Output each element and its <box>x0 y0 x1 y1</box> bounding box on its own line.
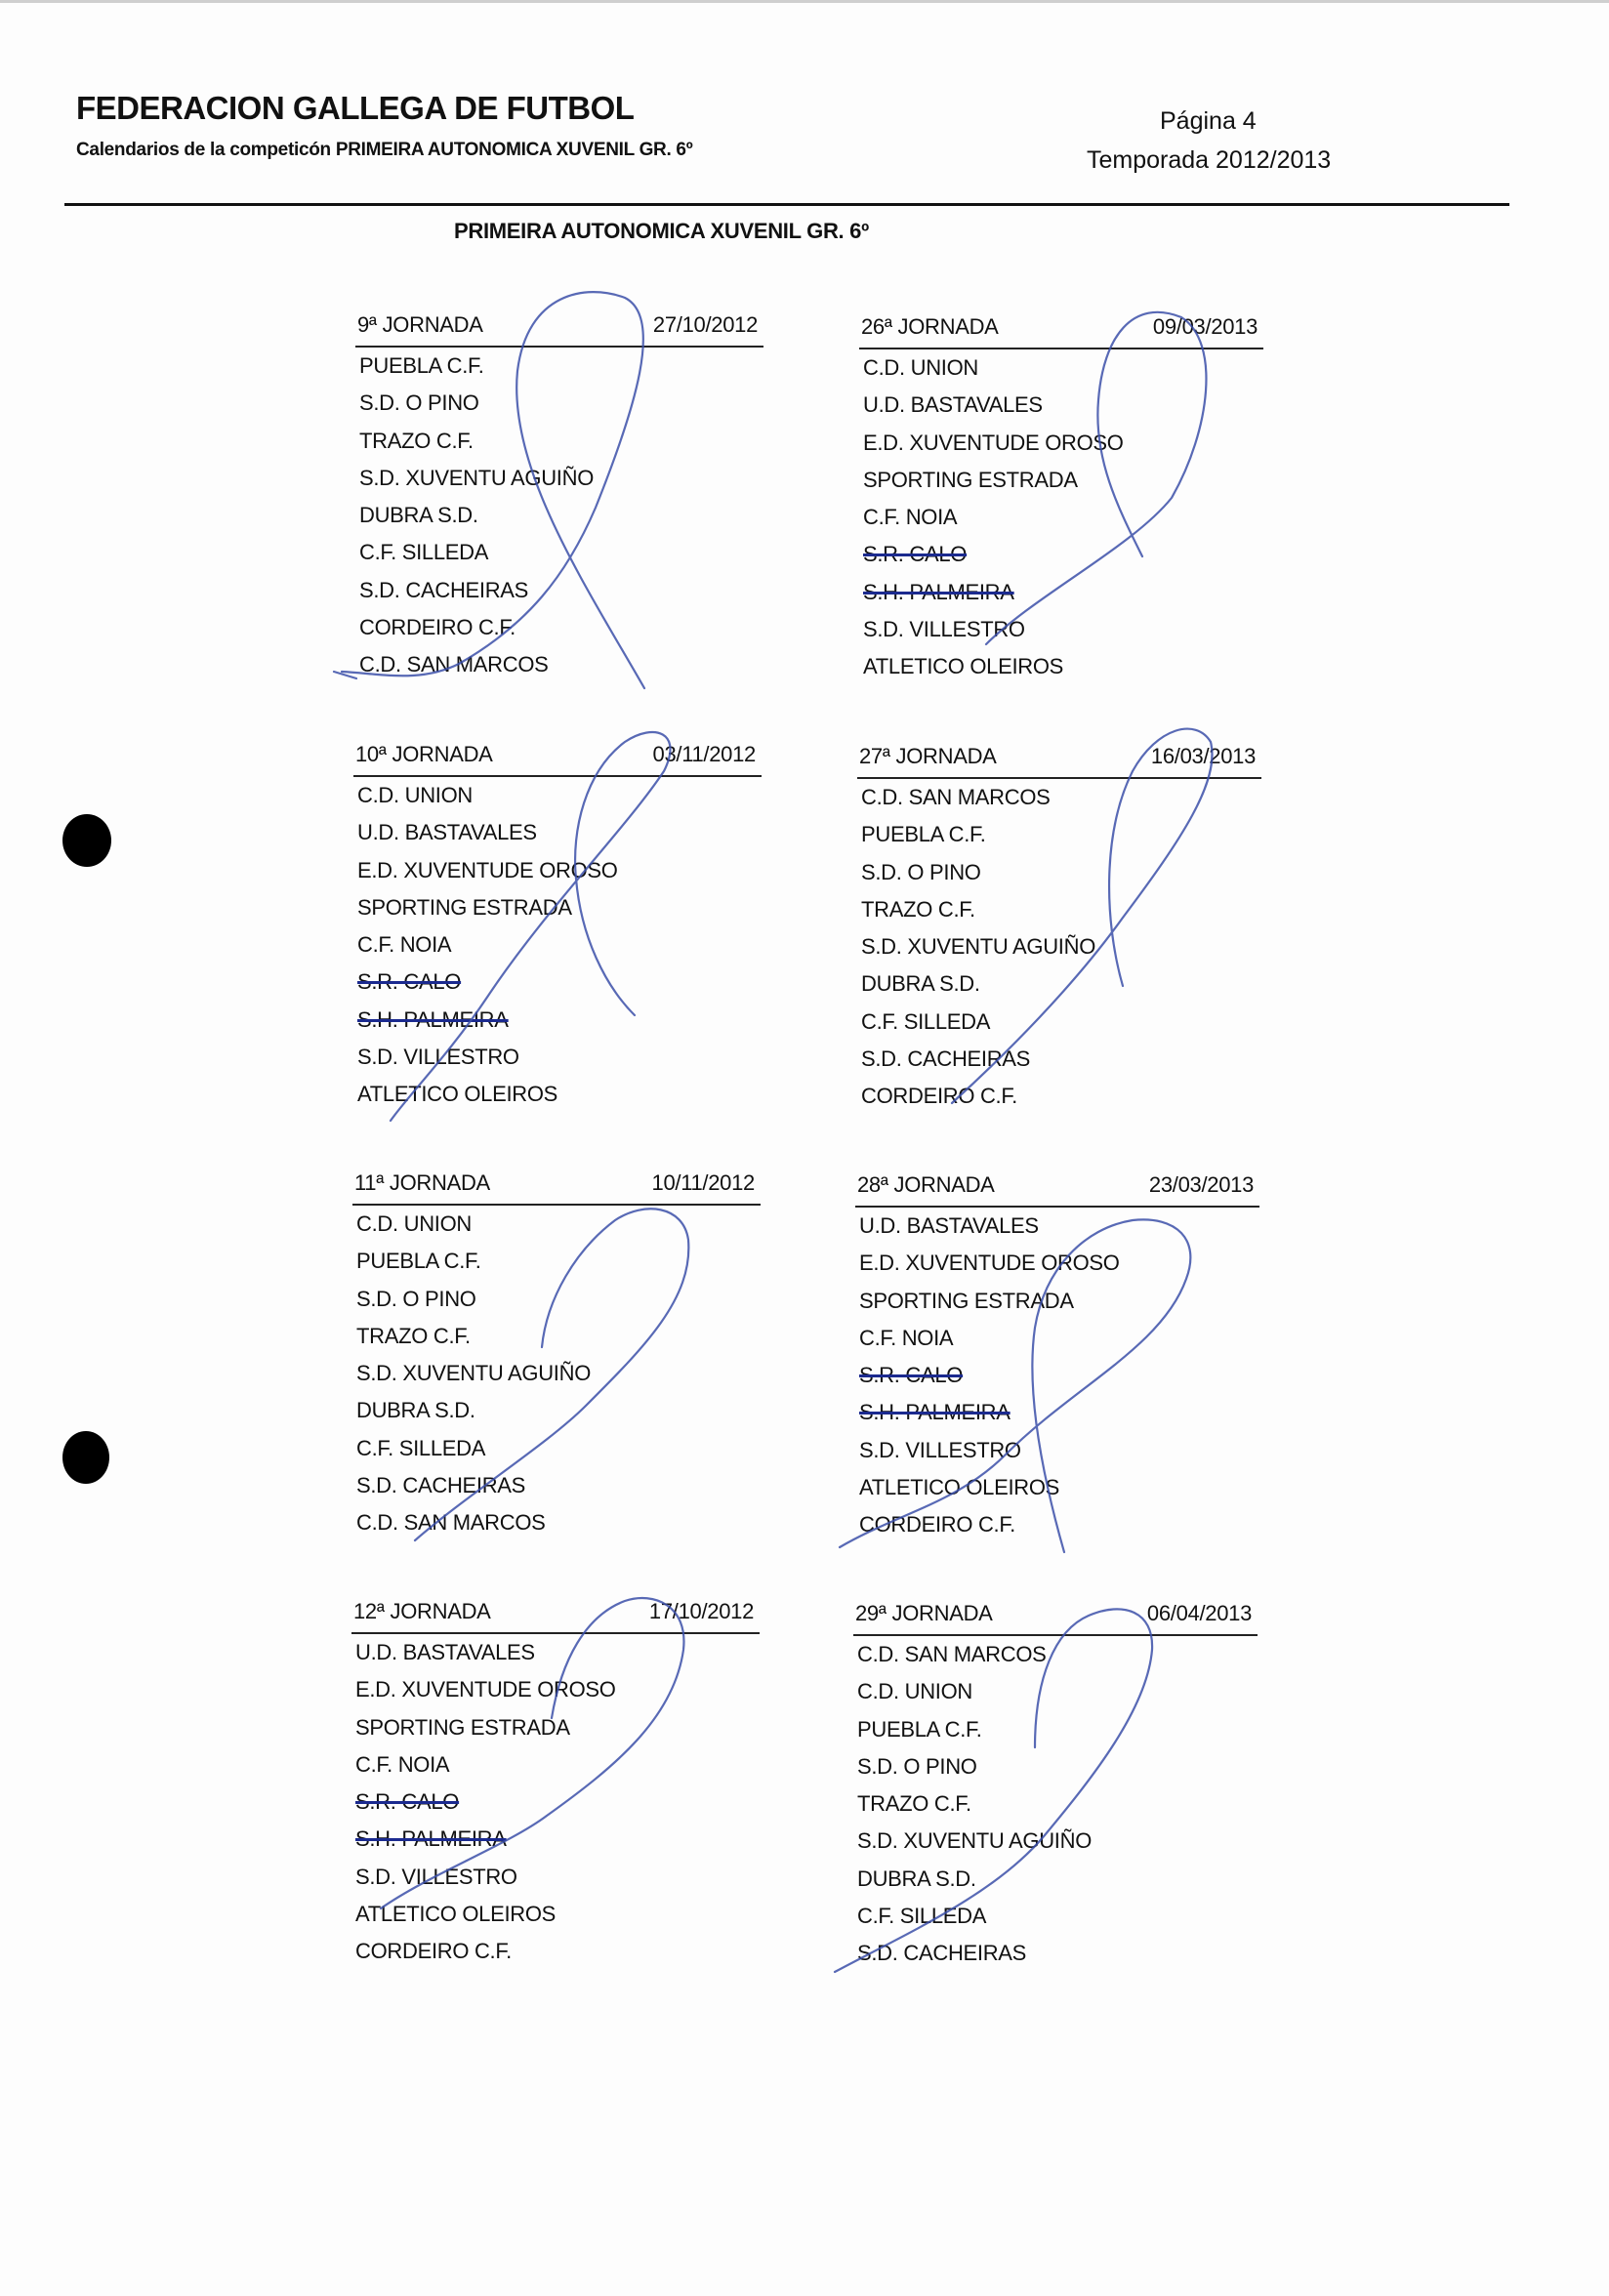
round-date: 27/10/2012 <box>652 312 758 337</box>
round-date: 03/11/2012 <box>652 742 756 766</box>
round-card <box>355 308 763 684</box>
team-item: S.D. O PINO <box>359 390 479 416</box>
team-item: C.F. SILLEDA <box>356 1435 486 1460</box>
round-name: 27ª JORNADA <box>859 744 997 768</box>
team-item: ATLETICO OLEIROS <box>863 654 1064 679</box>
team-item: S.D. XUVENTU AGUIÑO <box>857 1828 1093 1854</box>
team-item: DUBRA S.D. <box>356 1398 475 1423</box>
team-item: U.D. BASTAVALES <box>355 1640 535 1664</box>
team-item: SPORTING ESTRADA <box>357 894 572 920</box>
team-item: U.D. BASTAVALES <box>863 392 1043 418</box>
team-item: S.D. VILLESTRO <box>357 1045 519 1070</box>
page-number: Página 4 <box>1160 107 1257 135</box>
round-header <box>853 1597 1258 1636</box>
team-item: S.D. VILLESTRO <box>859 1437 1021 1462</box>
team-item: S.D. CACHEIRAS <box>861 1046 1031 1072</box>
round-header <box>857 740 1261 779</box>
round-header <box>352 1167 761 1206</box>
team-item-withdrawn: S.H. PALMEIRA <box>863 579 1014 604</box>
round-card <box>353 738 762 1114</box>
team-item: CORDEIRO C.F. <box>359 615 516 640</box>
team-list <box>855 1208 1259 1544</box>
punch-hole <box>62 814 111 867</box>
round-card <box>859 310 1263 686</box>
team-item: PUEBLA C.F. <box>857 1716 982 1742</box>
round-header <box>351 1595 760 1634</box>
scan-edge <box>0 0 1609 3</box>
team-item: C.D. SAN MARCOS <box>857 1642 1047 1666</box>
team-item: C.D. UNION <box>863 355 979 380</box>
team-item: E.D. XUVENTUDE OROSO <box>859 1250 1120 1276</box>
round-date: 06/04/2013 <box>1146 1601 1252 1625</box>
competition-title: PRIMEIRA AUTONOMICA XUVENIL GR. 6º <box>454 219 869 243</box>
punch-hole <box>62 1431 109 1484</box>
team-item: TRAZO C.F. <box>359 428 474 453</box>
team-item: S.D. CACHEIRAS <box>356 1473 526 1498</box>
round-header <box>855 1168 1259 1208</box>
team-item: S.D. XUVENTU AGUIÑO <box>356 1361 592 1386</box>
round-header <box>355 308 763 348</box>
team-item: C.D. SAN MARCOS <box>359 652 549 677</box>
team-item: CORDEIRO C.F. <box>355 1939 512 1964</box>
team-item: S.D. O PINO <box>857 1753 977 1779</box>
team-list <box>857 779 1261 1116</box>
team-item: PUEBLA C.F. <box>359 353 484 378</box>
team-item: TRAZO C.F. <box>356 1323 471 1348</box>
team-item: S.D. XUVENTU AGUIÑO <box>359 465 595 490</box>
round-name: 28ª JORNADA <box>857 1172 995 1197</box>
team-list <box>353 777 762 1114</box>
round-card <box>351 1595 760 1971</box>
team-item: U.D. BASTAVALES <box>357 820 537 845</box>
team-item: DUBRA S.D. <box>861 971 980 997</box>
team-item: C.D. SAN MARCOS <box>861 785 1051 809</box>
team-item: C.F. NOIA <box>355 1751 450 1777</box>
round-header <box>353 738 762 777</box>
team-item: ATLETICO OLEIROS <box>357 1082 558 1107</box>
team-list <box>859 349 1263 686</box>
team-list <box>351 1634 760 1971</box>
team-item: CORDEIRO C.F. <box>861 1084 1017 1109</box>
team-item-withdrawn: S.R. CALO <box>863 542 968 567</box>
team-item: SPORTING ESTRADA <box>355 1714 570 1740</box>
team-item-withdrawn: S.R. CALO <box>859 1363 964 1388</box>
round-name: 10ª JORNADA <box>355 742 493 766</box>
team-item: ATLETICO OLEIROS <box>859 1475 1060 1500</box>
season-label: Temporada 2012/2013 <box>1087 146 1332 174</box>
team-item: E.D. XUVENTUDE OROSO <box>863 430 1124 455</box>
team-item: DUBRA S.D. <box>857 1866 976 1891</box>
team-item: S.D. O PINO <box>861 859 981 884</box>
team-item: S.D. O PINO <box>356 1286 476 1311</box>
team-item: C.F. SILLEDA <box>861 1008 991 1034</box>
team-item-withdrawn: S.R. CALO <box>357 969 462 995</box>
team-list <box>355 348 763 684</box>
round-date: 17/10/2012 <box>648 1599 754 1623</box>
round-date: 23/03/2013 <box>1148 1172 1254 1197</box>
team-item: U.D. BASTAVALES <box>859 1213 1039 1238</box>
round-card <box>855 1168 1259 1544</box>
team-item-withdrawn: S.H. PALMEIRA <box>859 1400 1011 1425</box>
team-item: C.F. NOIA <box>357 932 452 958</box>
team-item: TRAZO C.F. <box>857 1791 971 1817</box>
team-item: C.D. UNION <box>357 783 474 807</box>
team-item: S.D. CACHEIRAS <box>359 577 529 602</box>
team-item-withdrawn: S.R. CALO <box>355 1789 460 1815</box>
team-item: S.D. VILLESTRO <box>355 1864 517 1889</box>
federation-title: FEDERACION GALLEGA DE FUTBOL <box>76 90 635 126</box>
round-name: 12ª JORNADA <box>353 1599 491 1623</box>
team-item-withdrawn: S.H. PALMEIRA <box>355 1826 507 1852</box>
team-item: S.D. XUVENTU AGUIÑO <box>861 934 1096 960</box>
team-item: C.D. UNION <box>356 1211 473 1236</box>
round-date: 16/03/2013 <box>1150 744 1256 768</box>
team-item: TRAZO C.F. <box>861 896 975 922</box>
team-item-withdrawn: S.H. PALMEIRA <box>357 1006 509 1032</box>
round-date: 09/03/2013 <box>1152 314 1258 339</box>
team-item: SPORTING ESTRADA <box>863 467 1078 492</box>
header-divider <box>64 203 1509 206</box>
team-item: S.D. CACHEIRAS <box>857 1941 1027 1966</box>
round-card <box>352 1167 761 1542</box>
team-item: ATLETICO OLEIROS <box>355 1902 557 1927</box>
team-item: S.D. VILLESTRO <box>863 617 1025 642</box>
team-item: PUEBLA C.F. <box>861 822 986 847</box>
competition-subtitle: Calendarios de la competicón PRIMEIRA AUTONOMICA XUVENIL GR. 6º <box>76 140 693 160</box>
team-item: C.D. UNION <box>857 1679 973 1704</box>
round-header <box>859 310 1263 349</box>
team-item: C.F. NOIA <box>859 1325 954 1350</box>
team-item: DUBRA S.D. <box>359 503 478 528</box>
team-item: E.D. XUVENTUDE OROSO <box>357 857 618 882</box>
team-item: C.F. SILLEDA <box>857 1904 987 1929</box>
team-list <box>853 1636 1258 1973</box>
round-name: 29ª JORNADA <box>855 1601 993 1625</box>
team-item: SPORTING ESTRADA <box>859 1288 1074 1313</box>
round-name: 26ª JORNADA <box>861 314 999 339</box>
round-date: 10/11/2012 <box>651 1170 755 1195</box>
round-card <box>853 1597 1258 1973</box>
team-item: CORDEIRO C.F. <box>859 1512 1015 1538</box>
team-item: C.D. SAN MARCOS <box>356 1510 546 1536</box>
team-item: C.F. SILLEDA <box>359 540 489 565</box>
team-item: E.D. XUVENTUDE OROSO <box>355 1677 616 1702</box>
round-name: 9ª JORNADA <box>357 312 483 337</box>
round-card <box>857 740 1261 1116</box>
team-item: C.F. NOIA <box>863 505 958 530</box>
team-list <box>352 1206 761 1542</box>
team-item: PUEBLA C.F. <box>356 1249 481 1274</box>
round-name: 11ª JORNADA <box>354 1170 490 1195</box>
